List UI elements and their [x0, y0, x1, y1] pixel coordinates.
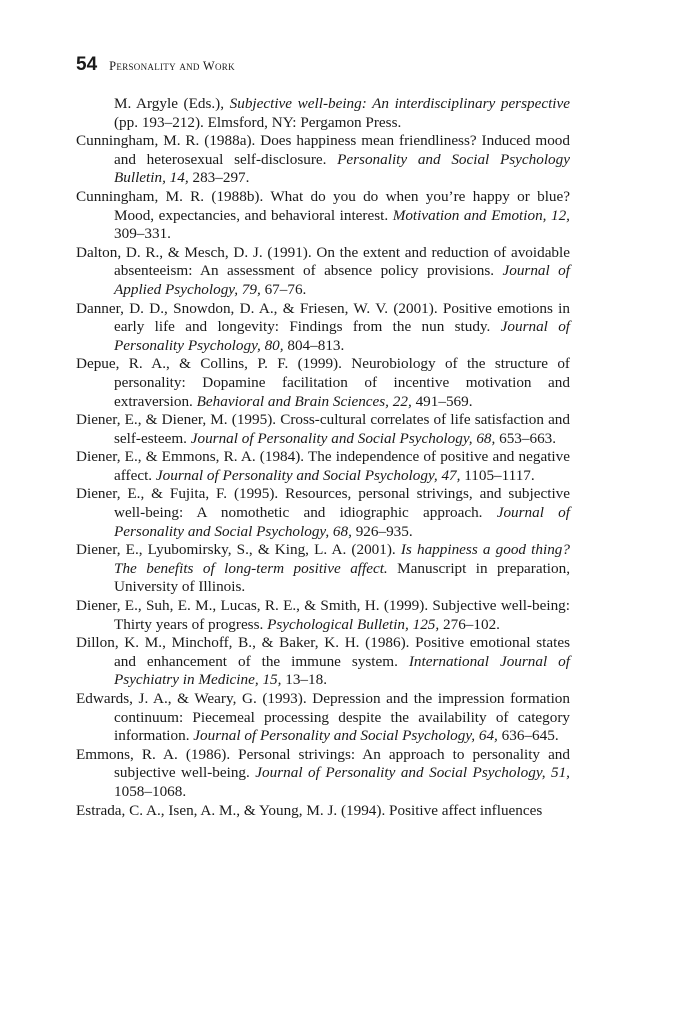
- reference-entry: [76, 244, 570, 300]
- reference-text: Cunningham, M. R. (1988a). Does happiness mean friendliness? Induced mood and heterosexual self-disclosure.: [76, 132, 570, 168]
- reference-entry: [76, 355, 570, 411]
- reference-entry-continued: [76, 95, 570, 132]
- reference-text: 491–569.: [411, 392, 473, 410]
- reference-source-title: Journal of Personality and Social Psychology, 47,: [155, 466, 461, 484]
- reference-entry: [76, 188, 570, 244]
- reference-text: Depue, R. A., & Collins, P. F. (1999). Neurobiology of the structure of personality: Dopamine facilitation of incentive motivation and extraversion.: [76, 355, 570, 410]
- reference-source-title: Journal of Personality and Social Psychology, 68,: [190, 429, 496, 447]
- reference-source-title: Psychological Bulletin, 125,: [267, 615, 440, 633]
- reference-entry: [76, 634, 570, 690]
- reference-entry: [76, 541, 570, 597]
- reference-source-title: Subjective well-being: An interdisciplinary perspective: [229, 95, 571, 112]
- reference-text: (pp. 193–212). Elmsford, NY: Pergamon Press.: [114, 113, 402, 131]
- reference-text: Diener, E., Lyubomirsky, S., & King, L. A. (2001).: [76, 541, 401, 559]
- reference-source-title: Is happiness a good thing? The benefits of long-term positive affect.: [114, 541, 570, 577]
- reference-source-title: Journal of Personality Psychology, 80,: [114, 318, 571, 354]
- reference-source-title: Personality and Social Psychology Bulletin, 14,: [114, 150, 570, 187]
- reference-text: M. Argyle (Eds.),: [114, 95, 230, 112]
- reference-text: Edwards, J. A., & Weary, G. (1993). Depression and the impression formation continuum: Piecemeal processing despite the availability of category information.: [76, 690, 570, 745]
- reference-text: 283–297.: [188, 169, 250, 187]
- reference-text: 309–331.: [114, 225, 171, 243]
- reference-text: Diener, E., & Fujita, F. (1995). Resources, personal strivings, and subjective well-being: A nomothetic and idiographic approach.: [76, 485, 570, 522]
- reference-text: 653–663.: [495, 429, 557, 447]
- reference-text: Danner, D. D., Snowdon, D. A., & Friesen, W. V. (2001). Positive emotions in early life and longevity: Findings from the nun study.: [76, 299, 570, 336]
- reference-source-title: Journal of Personality and Social Psychology, 68,: [114, 504, 570, 540]
- reference-entry: [76, 448, 570, 485]
- reference-source-title: Behavioral and Brain Sciences, 22,: [196, 392, 412, 410]
- reference-source-title: International Journal of Psychiatry in Medicine, 15,: [114, 652, 570, 689]
- reference-source-title: Journal of Personality and Social Psychology, 64,: [193, 727, 498, 745]
- reference-text: Cunningham, M. R. (1988b). What do you do when you’re happy or blue? Mood, expectancies, and behavioral interest.: [76, 187, 570, 224]
- reference-entry: [76, 690, 570, 746]
- reference-list: [76, 95, 570, 820]
- reference-entry: [76, 485, 570, 541]
- running-title: Personality and Work: [109, 59, 235, 73]
- reference-text: Diener, E., & Diener, M. (1995). Cross-cultural correlates of life satisfaction and self-esteem.: [76, 411, 570, 447]
- running-head: [76, 54, 235, 76]
- reference-entry: [76, 132, 570, 188]
- reference-source-title: Journal of Personality and Social Psychology, 51,: [255, 764, 570, 782]
- reference-text: 13–18.: [281, 671, 327, 689]
- reference-entry: [76, 411, 570, 448]
- reference-source-title: Journal of Applied Psychology, 79,: [114, 262, 570, 298]
- reference-text: Emmons, R. A. (1986). Personal strivings: An approach to personality and subjective well-being.: [76, 745, 570, 782]
- reference-entry: [76, 746, 570, 802]
- reference-text: 1105–1117.: [460, 466, 535, 484]
- reference-text: Dalton, D. R., & Mesch, D. J. (1991). On the extent and reduction of avoidable absenteeism: An assessment of absence policy provisions.: [76, 243, 570, 280]
- reference-text: 636–645.: [497, 727, 559, 745]
- reference-entry: [76, 802, 570, 821]
- reference-text: Dillon, K. M., Minchoff, B., & Baker, K. H. (1986). Positive emotional states and enhancement of the immune system.: [76, 634, 570, 670]
- reference-text: Manuscript in preparation, University of Illinois.: [114, 559, 571, 596]
- page-number: 54: [76, 54, 98, 75]
- reference-source-title: Motivation and Emotion, 12,: [392, 206, 570, 224]
- reference-text: 67–76.: [260, 280, 307, 298]
- reference-text: Estrada, C. A., Isen, A. M., & Young, M. J. (1994). Positive affect influences: [76, 801, 543, 819]
- reference-text: 276–102.: [439, 615, 500, 633]
- reference-text: Diener, E., & Emmons, R. A. (1984). The independence of positive and negative affect.: [76, 448, 570, 484]
- reference-text: Diener, E., Suh, E. M., Lucas, R. E., & Smith, H. (1999). Subjective well-being: Thirty years of progress.: [76, 597, 570, 633]
- reference-entry: [76, 597, 570, 634]
- reference-text: 926–935.: [351, 522, 413, 540]
- reference-text: 1058–1068.: [114, 782, 187, 800]
- reference-text: 804–813.: [283, 336, 345, 354]
- reference-entry: [76, 300, 570, 356]
